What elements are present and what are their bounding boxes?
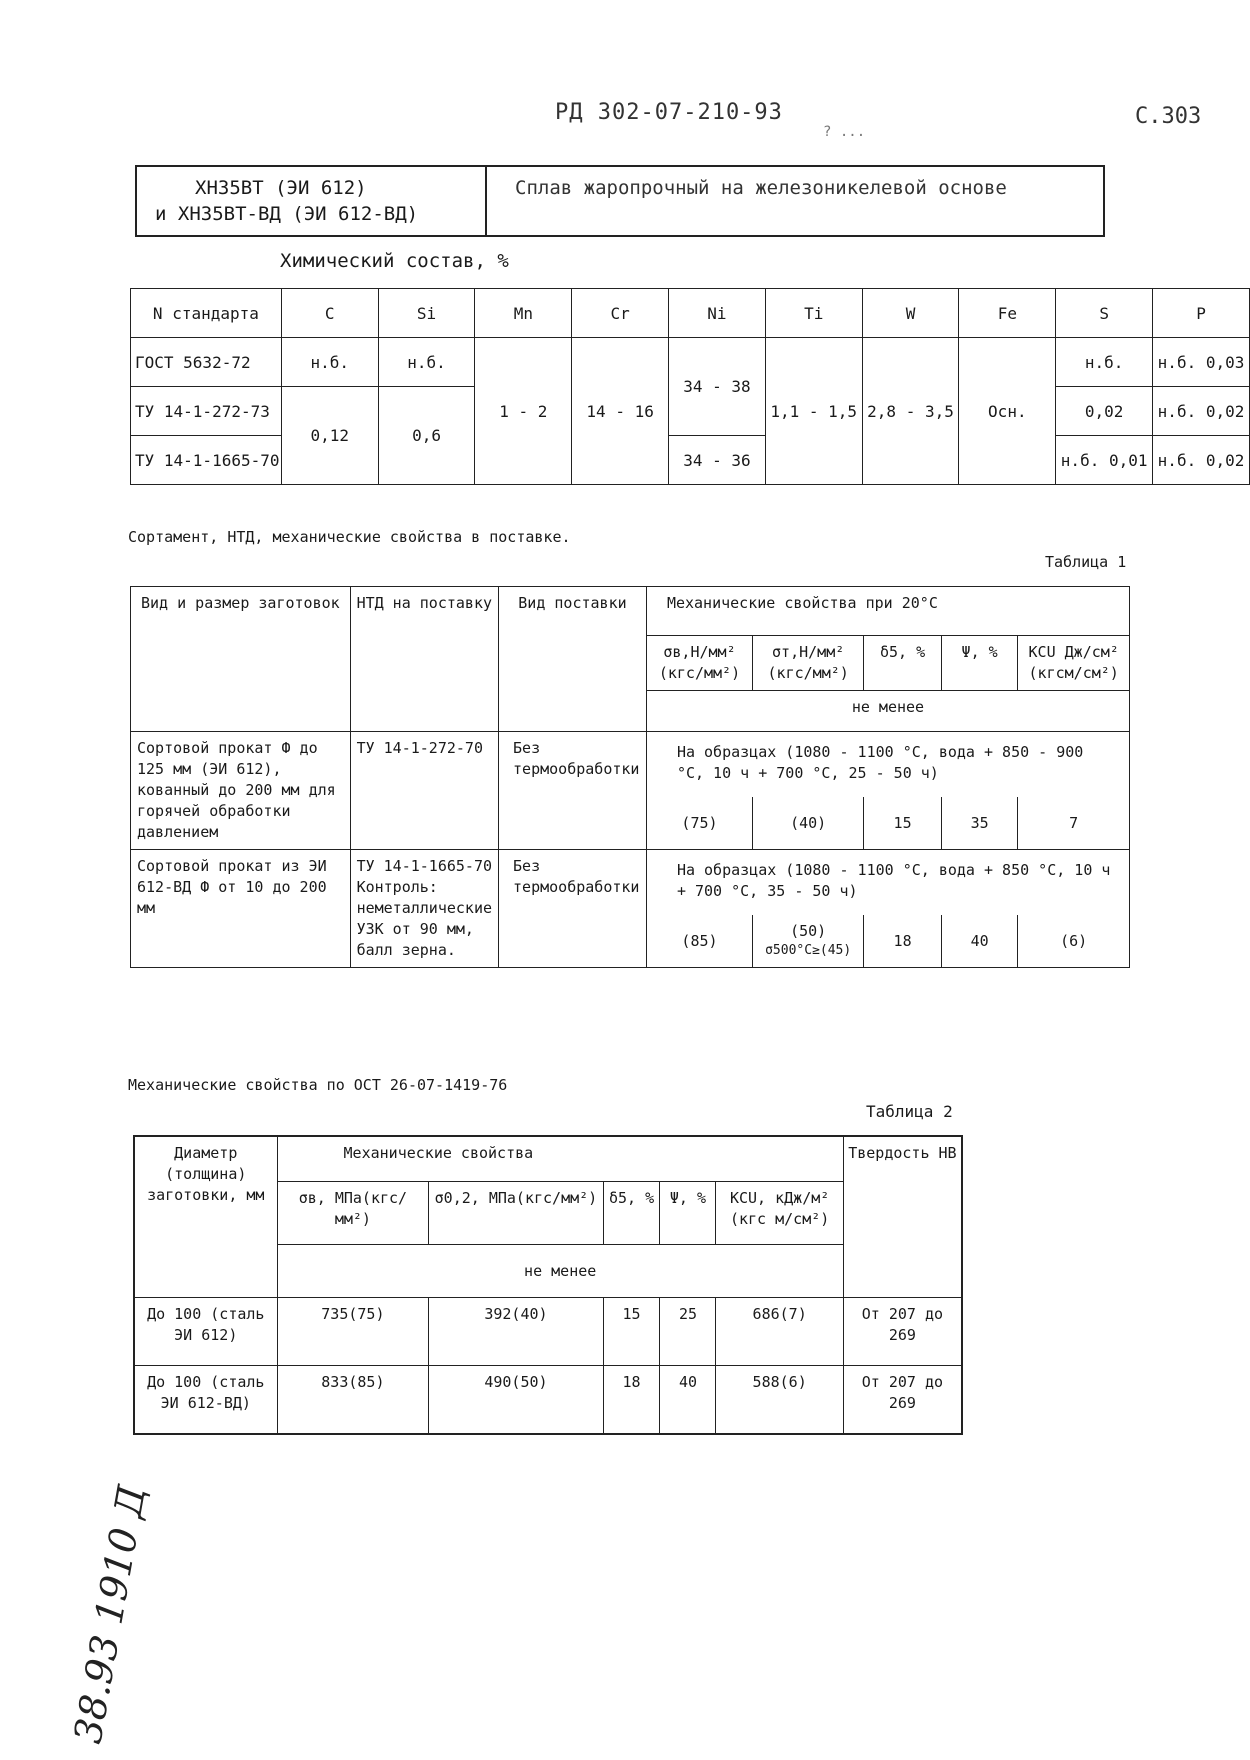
si-cell: н.б. <box>378 338 475 387</box>
mech-caption: Механические свойства по ОСТ 26-07-1419-76 <box>128 1076 508 1094</box>
value-cell: (40) <box>753 797 864 850</box>
col-header-psi: Ψ, % <box>941 636 1017 691</box>
table-1-label: Таблица 1 <box>1045 553 1127 571</box>
table-header-row <box>134 1136 962 1182</box>
value-cell: 35 <box>941 797 1017 850</box>
document-code: РД 302-07-210-93 <box>555 100 783 125</box>
grade-line-1: ХН35ВТ (ЭИ 612) <box>195 177 367 199</box>
test-condition: На образцах (1080 - 1100 °С, вода + 850 °С, 10 ч + 700 °С, 35 - 50 ч) <box>646 850 1129 916</box>
col-header-psi: Ψ, % <box>660 1182 716 1245</box>
col-header: P <box>1153 289 1250 338</box>
kind-cell: Сортовой прокат из ЭИ 612-ВД Ф от 10 до 200 мм <box>131 850 351 968</box>
ntd-cell: ТУ 14-1-272-70 <box>350 732 498 850</box>
col-header-hardness: Твердость НВ <box>843 1136 962 1298</box>
value-cell: (6) <box>1018 915 1130 968</box>
chem-composition-table <box>130 288 1250 485</box>
col-header-delta: δ5, % <box>603 1182 660 1245</box>
ti-cell: 1,1 - 1,5 <box>765 338 862 485</box>
std-cell: ТУ 14-1-1665-70 <box>131 436 282 485</box>
table-row <box>134 1366 962 1434</box>
col-header-sigma-02: σ0,2, МПа(кгс/мм²) <box>429 1182 603 1245</box>
sortament-table <box>130 586 1130 968</box>
mn-cell: 1 - 2 <box>475 338 572 485</box>
handwritten-mark: ? ... <box>823 124 866 140</box>
col-header: Cr <box>572 289 669 338</box>
col-header: Mn <box>475 289 572 338</box>
value-cell: (75) <box>646 797 752 850</box>
value-text: (50) <box>790 922 827 940</box>
table-row <box>131 338 1250 387</box>
ni-cell: 34 - 36 <box>669 436 766 485</box>
not-less-label: не менее <box>646 691 1129 732</box>
ni-cell: 34 - 38 <box>669 338 766 436</box>
value-cell: 833(85) <box>277 1366 429 1434</box>
cr-cell: 14 - 16 <box>572 338 669 485</box>
not-less-label: не менее <box>277 1245 843 1298</box>
col-header-ntd: НТД на поставку <box>350 587 498 732</box>
grade-line-2: и ХН35ВТ-ВД (ЭИ 612-ВД) <box>155 203 419 225</box>
value-cell: 40 <box>941 915 1017 968</box>
handwritten-signature <box>40 1480 155 1750</box>
value-cell: 25 <box>660 1298 716 1366</box>
table-row <box>134 1298 962 1366</box>
si-cell: 0,6 <box>378 387 475 485</box>
col-header-kcu: KCU Дж/см² (кгсм/см²) <box>1018 636 1130 691</box>
table-row <box>131 732 1130 798</box>
hardness-cell: От 207 до 269 <box>843 1298 962 1366</box>
col-header-mech: Механические свойства <box>277 1136 843 1182</box>
p-cell: н.б. 0,02 <box>1153 436 1250 485</box>
value-cell: 18 <box>864 915 942 968</box>
std-cell: ТУ 14-1-272-73 <box>131 387 282 436</box>
value-cell: 735(75) <box>277 1298 429 1366</box>
test-condition: На образцах (1080 - 1100 °С, вода + 850 - 900 °С, 10 ч + 700 °С, 25 - 50 ч) <box>646 732 1129 798</box>
value-cell: (85) <box>646 915 752 968</box>
col-header-sigma-b: σв,Н/мм² (кгс/мм²) <box>646 636 752 691</box>
s-cell: 0,02 <box>1056 387 1153 436</box>
col-header: Ti <box>765 289 862 338</box>
mech-properties-table <box>133 1135 963 1435</box>
col-header-supply: Вид поставки <box>499 587 647 732</box>
page-number: С.303 <box>1135 104 1202 129</box>
std-cell: ГОСТ 5632-72 <box>131 338 282 387</box>
value-cell: 15 <box>864 797 942 850</box>
col-header-sigma-b: σв, МПа(кгс/мм²) <box>277 1182 429 1245</box>
col-header-mech: Механические свойства при 20°С <box>646 587 1129 636</box>
col-header: W <box>862 289 959 338</box>
col-header: Fe <box>959 289 1056 338</box>
value-cell: 18 <box>603 1366 660 1434</box>
table-header-row <box>131 289 1250 338</box>
value-cell: 40 <box>660 1366 716 1434</box>
col-header-diam: Диаметр (толщина) заготовки, мм <box>134 1136 277 1298</box>
material-grade <box>137 167 487 235</box>
supply-cell: Без термообработки <box>499 850 647 968</box>
ntd-cell: ТУ 14-1-1665-70 Контроль: неметаллические УЗК от 90 мм, балл зерна. <box>350 850 498 968</box>
value-extra: σ500°С≥(45) <box>765 943 852 958</box>
fe-cell: Осн. <box>959 338 1056 485</box>
value-cell: 15 <box>603 1298 660 1366</box>
material-description: Сплав жаропрочный на железоникелевой основе <box>515 177 1007 199</box>
signature-text: 38.93 1910 Д <box>65 1482 155 1747</box>
table-header-row <box>131 587 1130 636</box>
value-cell: 7 <box>1018 797 1130 850</box>
col-header: S <box>1056 289 1153 338</box>
s-cell: н.б. 0,01 <box>1056 436 1153 485</box>
table-row <box>131 850 1130 916</box>
value-cell: 490(50) <box>429 1366 603 1434</box>
table-2-label: Таблица 2 <box>866 1102 953 1121</box>
p-cell: н.б. 0,03 <box>1153 338 1250 387</box>
material-title-box <box>135 165 1105 237</box>
p-cell: н.б. 0,02 <box>1153 387 1250 436</box>
chem-caption: Химический состав, % <box>280 250 509 272</box>
c-cell: 0,12 <box>281 387 378 485</box>
col-header-kcu: KCU, кДж/м² (кгс м/см²) <box>716 1182 843 1245</box>
col-header: N стандарта <box>131 289 282 338</box>
sortament-caption: Сортамент, НТД, механические свойства в поставке. <box>128 528 571 546</box>
w-cell: 2,8 - 3,5 <box>862 338 959 485</box>
col-header-delta: δ5, % <box>864 636 942 691</box>
col-header-sigma-t: σт,Н/мм² (кгс/мм²) <box>753 636 864 691</box>
kind-cell: Сортовой прокат Ф до 125 мм (ЭИ 612), кованный до 200 мм для горячей обработки давлением <box>131 732 351 850</box>
col-header: C <box>281 289 378 338</box>
col-header: Si <box>378 289 475 338</box>
c-cell: н.б. <box>281 338 378 387</box>
value-cell-sigma-t <box>753 915 864 968</box>
supply-cell: Без термообработки <box>499 732 647 850</box>
value-cell: 392(40) <box>429 1298 603 1366</box>
diam-cell: До 100 (сталь ЭИ 612) <box>134 1298 277 1366</box>
s-cell: н.б. <box>1056 338 1153 387</box>
col-header: Ni <box>669 289 766 338</box>
diam-cell: До 100 (сталь ЭИ 612-ВД) <box>134 1366 277 1434</box>
col-header-kind: Вид и размер заготовок <box>131 587 351 732</box>
value-cell: 588(6) <box>716 1366 843 1434</box>
hardness-cell: От 207 до 269 <box>843 1366 962 1434</box>
value-cell: 686(7) <box>716 1298 843 1366</box>
